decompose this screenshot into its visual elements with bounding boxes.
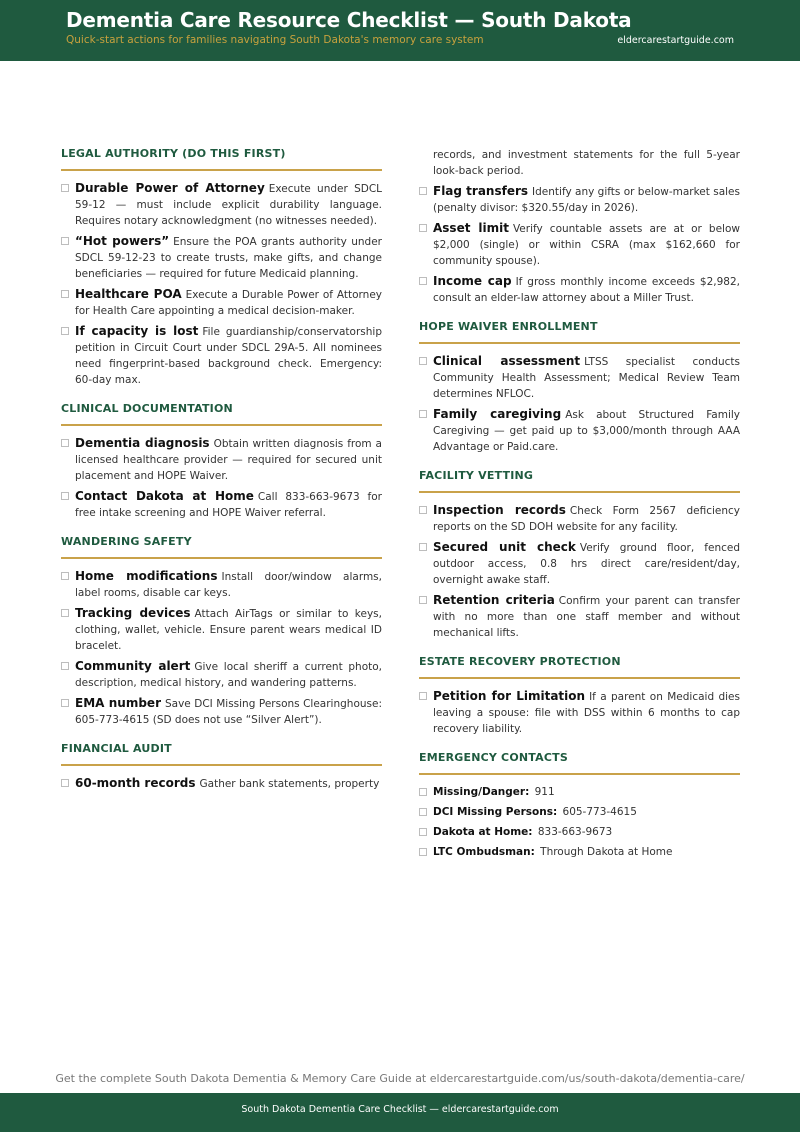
checkbox[interactable]	[419, 543, 427, 551]
checklist-item: Contact Dakota at Home Call 833-663-9673 for free intake screening and HOPE Waiver referral.	[61, 488, 382, 521]
checklist-item: Retention criteria Confirm your parent can transfer with no more than one staff member and without mechanical lifts.	[419, 592, 740, 641]
footer-bar-text: South Dakota Dementia Care Checklist — eldercarestartguide.com	[241, 1104, 559, 1115]
footer-bar	[0, 1093, 800, 1132]
section-wandering	[61, 535, 382, 728]
section-title: ESTATE RECOVERY PROTECTION	[419, 655, 740, 679]
checkbox[interactable]	[61, 327, 69, 335]
section-hope	[419, 320, 740, 455]
checklist-item: Inspection records Check Form 2567 deficiency reports on the SD DOH website for any facility.	[419, 502, 740, 535]
checkbox[interactable]	[419, 410, 427, 418]
checkbox[interactable]	[419, 808, 427, 816]
section-title: LEGAL AUTHORITY (DO THIS FIRST)	[61, 147, 382, 171]
checkbox[interactable]	[419, 506, 427, 514]
checklist-item: Clinical assessment LTSS specialist conducts Community Health Assessment; Medical Review Team determines NFLOC.	[419, 353, 740, 402]
checkbox[interactable]	[61, 699, 69, 707]
section-legal	[61, 147, 382, 388]
section-clinical	[61, 402, 382, 521]
checkbox[interactable]	[61, 662, 69, 670]
checkbox[interactable]	[419, 692, 427, 700]
section-title: EMERGENCY CONTACTS	[419, 751, 740, 775]
checkbox[interactable]	[419, 848, 427, 856]
section-title: FINANCIAL AUDIT	[61, 742, 382, 766]
checklist-item: Missing/Danger: 911	[419, 784, 740, 800]
section-financial-continued	[419, 147, 740, 306]
checkbox[interactable]	[419, 224, 427, 232]
checklist-item: Income cap If gross monthly income exceeds $2,982, consult an elder-law attorney about a Miller Trust.	[419, 273, 740, 306]
header-site-link[interactable]: eldercarestartguide.com	[617, 35, 734, 46]
checkbox[interactable]	[61, 237, 69, 245]
checklist-item: Healthcare POA Execute a Durable Power of Attorney for Health Care appointing a medical decision-maker.	[61, 286, 382, 319]
checklist-item: Dementia diagnosis Obtain written diagnosis from a licensed healthcare provider — required for secured unit placement and HOPE Waiver.	[61, 435, 382, 484]
checkbox[interactable]	[419, 788, 427, 796]
checkbox[interactable]	[419, 277, 427, 285]
section-title: HOPE WAIVER ENROLLMENT	[419, 320, 740, 344]
section-emergency	[419, 751, 740, 860]
checklist-item: Secured unit check Verify ground floor, fenced outdoor access, 0.8 hrs direct care/resident/day, overnight awake staff.	[419, 539, 740, 588]
checklist-item: 60-month records Gather bank statements, property	[61, 775, 382, 792]
checklist-item: EMA number Save DCI Missing Persons Clearinghouse: 605-773-4615 (SD does not use “Silver Alert”).	[61, 695, 382, 728]
checklist-item: If capacity is lost File guardianship/conservatorship petition in Circuit Court under SDCL 29A-5. All nominees need fingerprint-based background check. Emergency: 60-day max.	[61, 323, 382, 388]
checkbox[interactable]	[61, 290, 69, 298]
page-title: Dementia Care Resource Checklist — South Dakota	[66, 8, 632, 32]
checklist-item: Durable Power of Attorney Execute under SDCL 59-12 — must include explicit durability language. Requires notary acknowledgment (no witnesses needed).	[61, 180, 382, 229]
checkbox[interactable]	[61, 779, 69, 787]
checkbox[interactable]	[61, 572, 69, 580]
checklist-item: Dakota at Home: 833-663-9673	[419, 824, 740, 840]
footer-guide-link[interactable]: Get the complete South Dakota Dementia & Memory Care Guide at eldercarestartguide.com/us/south-dakota/dementia-care/	[55, 1072, 745, 1085]
checklist-item: DCI Missing Persons: 605-773-4615	[419, 804, 740, 820]
section-title: FACILITY VETTING	[419, 469, 740, 493]
checkbox[interactable]	[61, 184, 69, 192]
checklist-item: Tracking devices Attach AirTags or similar to keys, clothing, wallet, vehicle. Ensure parent wears medical ID bracelet.	[61, 605, 382, 654]
checkbox[interactable]	[419, 828, 427, 836]
checklist-item: Flag transfers Identify any gifts or below-market sales (penalty divisor: $320.55/day in 2026).	[419, 183, 740, 216]
checkbox[interactable]	[61, 609, 69, 617]
checklist-item: Home modifications Install door/window alarms, label rooms, disable car keys.	[61, 568, 382, 601]
page-subtitle: Quick-start actions for families navigating South Dakota's memory care system	[66, 34, 484, 46]
checklist-item: Petition for Limitation If a parent on Medicaid dies leaving a spouse: file with DSS within 6 months to cap recovery liability.	[419, 688, 740, 737]
checkbox[interactable]	[61, 492, 69, 500]
checklist-item: Asset limit Verify countable assets are at or below $2,000 (single) or within CSRA (max $162,660 for community spouse).	[419, 220, 740, 269]
left-column	[61, 147, 382, 806]
checklist-item: Community alert Give local sheriff a current photo, description, medical history, and wandering patterns.	[61, 658, 382, 691]
continued-text: records, and investment statements for the full 5-year look-back period.	[433, 149, 740, 177]
page-header	[0, 0, 800, 61]
checklist-item: Family caregiving Ask about Structured Family Caregiving — get paid up to $3,000/month through AAA Advantage or Paid.care.	[419, 406, 740, 455]
section-title: CLINICAL DOCUMENTATION	[61, 402, 382, 426]
section-title: WANDERING SAFETY	[61, 535, 382, 559]
section-facility	[419, 469, 740, 641]
right-column	[419, 147, 740, 874]
checkbox[interactable]	[61, 439, 69, 447]
section-financial	[61, 742, 382, 792]
checkbox[interactable]	[419, 187, 427, 195]
checklist-item: “Hot powers” Ensure the POA grants authority under SDCL 59-12-23 to create trusts, make gifts, and change beneficiaries — required for future Medicaid planning.	[61, 233, 382, 282]
checklist-item: LTC Ombudsman: Through Dakota at Home	[419, 844, 740, 860]
checkbox[interactable]	[419, 357, 427, 365]
checkbox[interactable]	[419, 596, 427, 604]
section-estate	[419, 655, 740, 737]
